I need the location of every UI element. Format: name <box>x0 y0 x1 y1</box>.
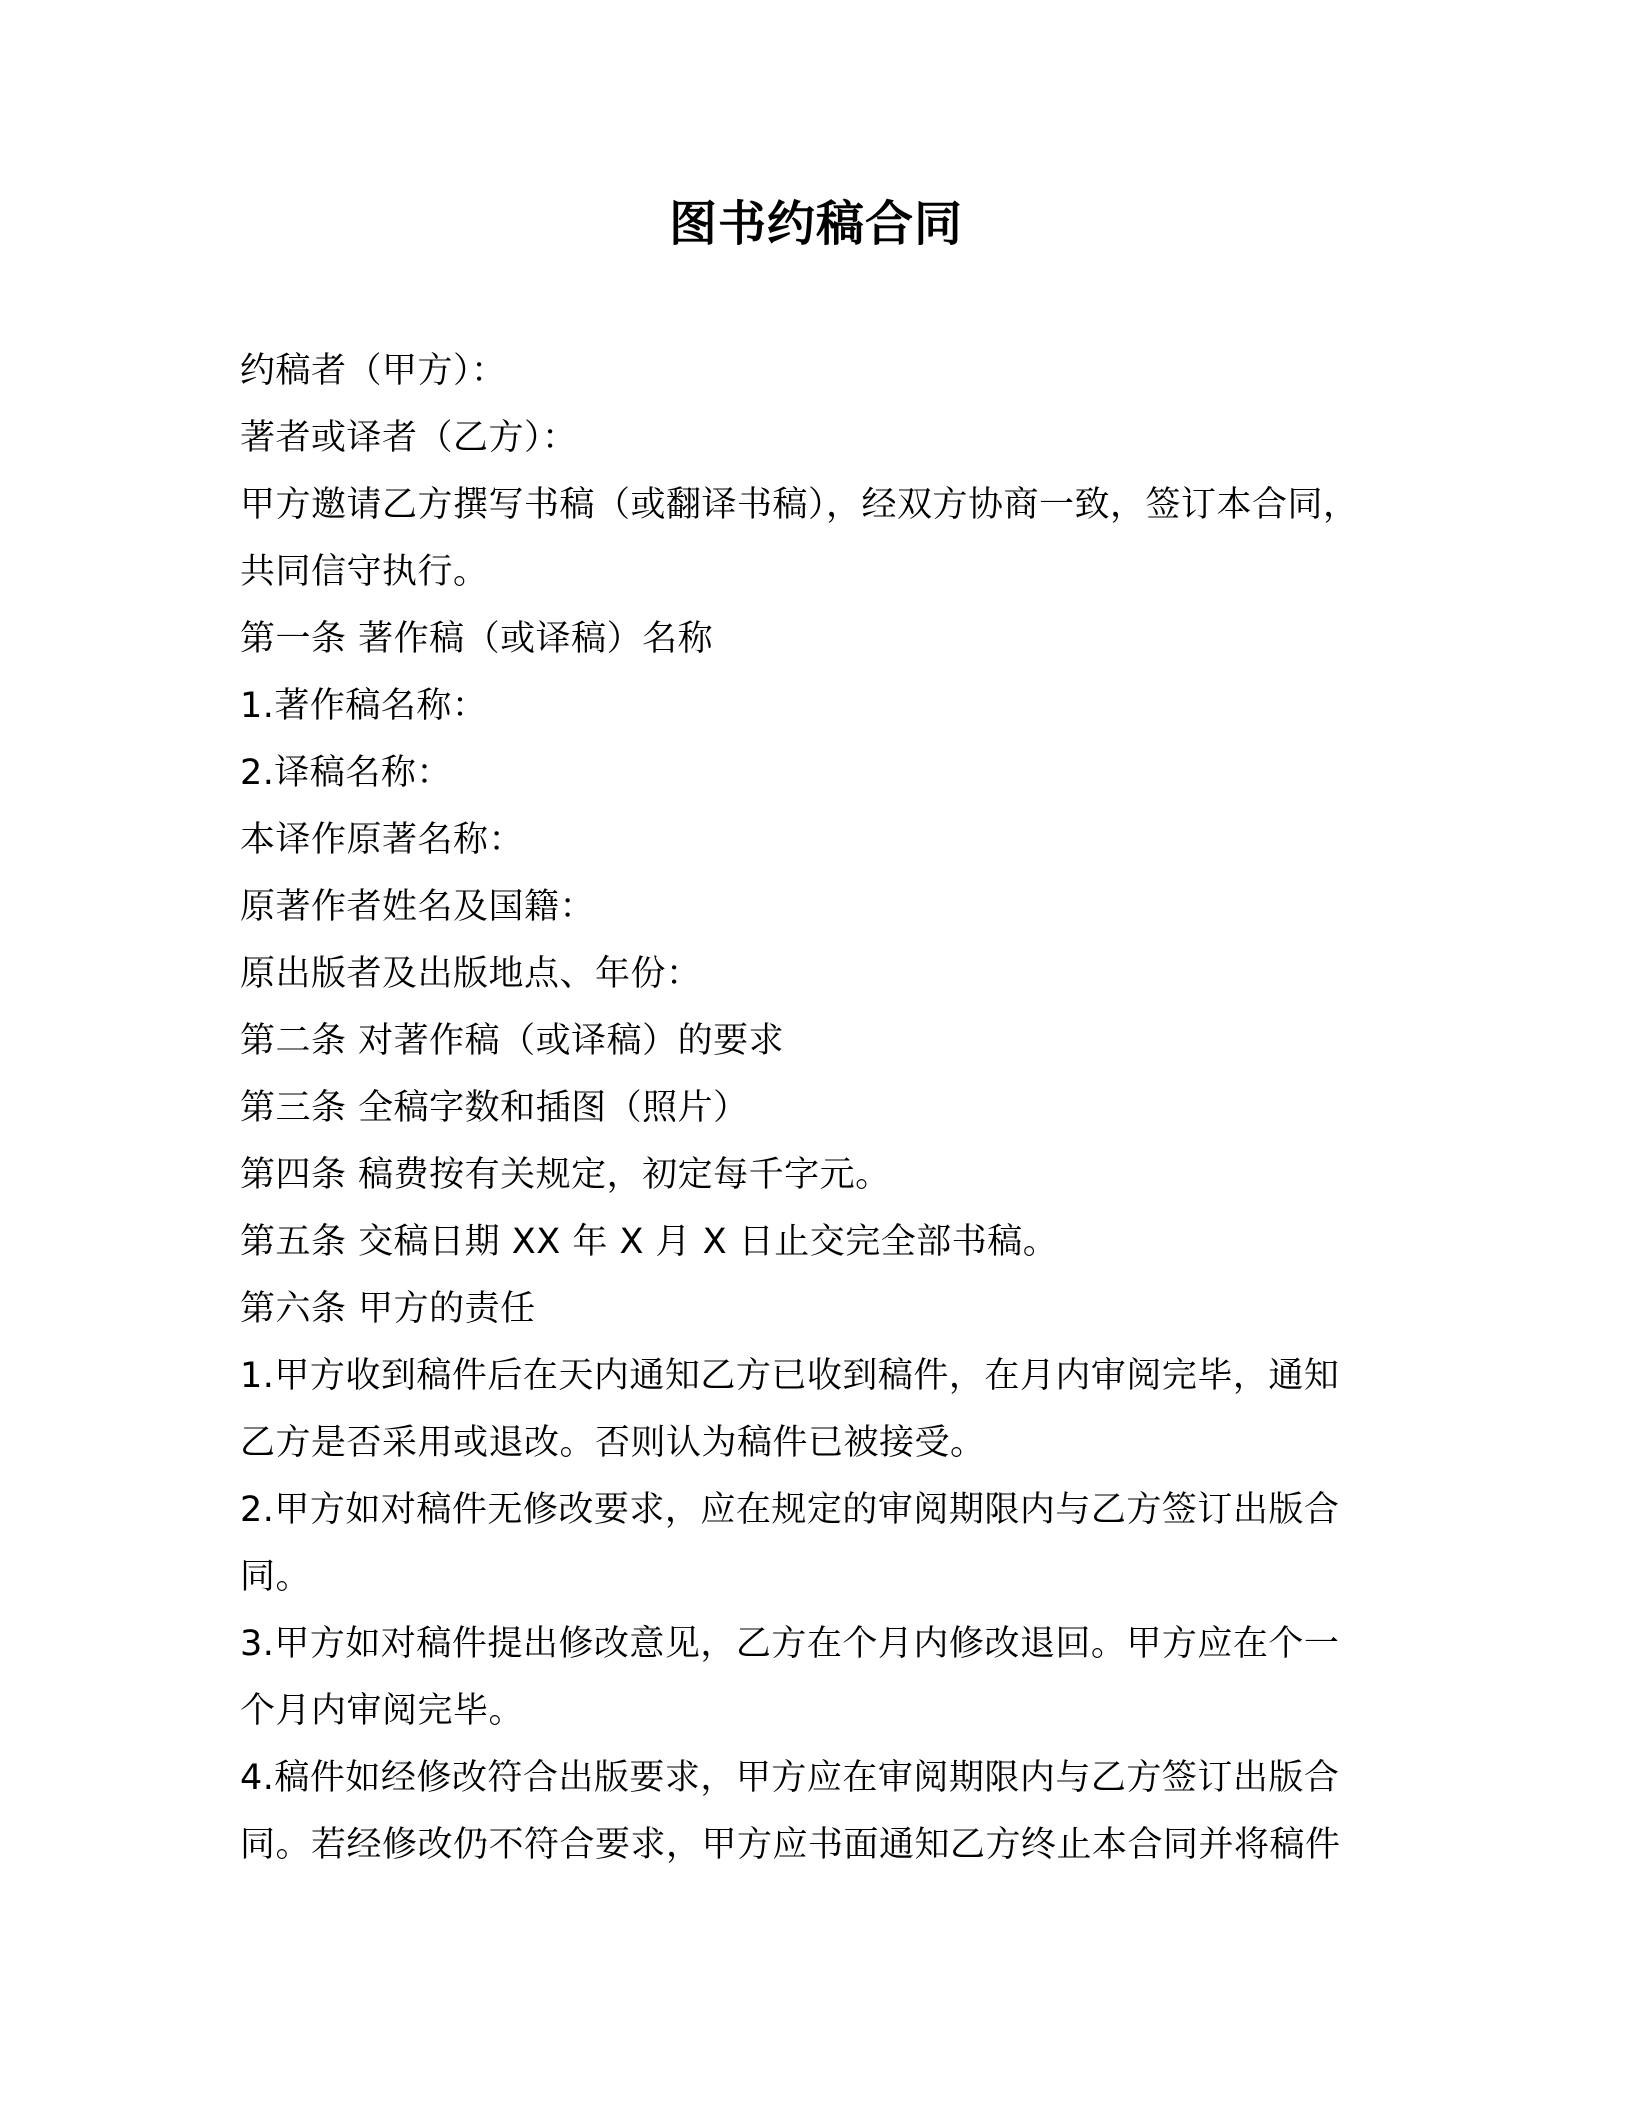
clause-line: 同。 <box>240 1557 312 1597</box>
clause-line: 约稿者（甲方）： <box>240 351 507 391</box>
clause-line: 4.稿件如经修改符合出版要求，甲方应在审阅期限内与乙方签订出版合 <box>240 1758 1340 1798</box>
clause-line: 共同信守执行。 <box>240 552 489 592</box>
document-title: 图书约稿合同 <box>668 196 963 252</box>
clause-line: 2.甲方如对稿件无修改要求，应在规定的审阅期限内与乙方签订出版合 <box>240 1490 1340 1530</box>
clause-line: 原出版者及出版地点、年份： <box>240 954 702 994</box>
clause-line: 同。若经修改仍不符合要求，甲方应书面通知乙方终止本合同并将稿件 <box>240 1825 1341 1865</box>
clause-line: 个月内审阅完毕。 <box>240 1691 525 1731</box>
clause-line: 著者或译者（乙方）： <box>240 418 578 458</box>
clause-line: 第二条 对著作稿（或译稿）的要求 <box>240 1021 785 1061</box>
clause-line: 乙方是否采用或退改。否则认为稿件已被接受。 <box>240 1423 986 1463</box>
clause-line: 3.甲方如对稿件提出修改意见，乙方在个月内修改退回。甲方应在个一 <box>240 1624 1340 1664</box>
clause-line: 本译作原著名称： <box>240 820 525 860</box>
clause-line: 第一条 著作稿（或译稿）名称 <box>240 619 714 659</box>
clause-line: 第六条 甲方的责任 <box>240 1289 536 1329</box>
clause-line: 1.著作稿名称： <box>240 686 488 726</box>
clause-line: 1.甲方收到稿件后在天内通知乙方已收到稿件，在月内审阅完毕，通知 <box>240 1356 1340 1396</box>
clause-line: 甲方邀请乙方撰写书稿（或翻译书稿），经双方协商一致，签订本合同， <box>240 485 1359 525</box>
clause-line: 第三条 全稿字数和插图（照片） <box>240 1088 749 1128</box>
clause-line: 第四条 稿费按有关规定，初定每千字元。 <box>240 1155 891 1195</box>
clause-line: 原著作者姓名及国籍： <box>240 887 596 927</box>
clause-line: 第五条 交稿日期 XX 年 X 月 X 日止交完全部书稿。 <box>240 1222 1059 1262</box>
document-body <box>240 338 1390 1879</box>
clause-line: 2.译稿名称： <box>240 753 452 793</box>
